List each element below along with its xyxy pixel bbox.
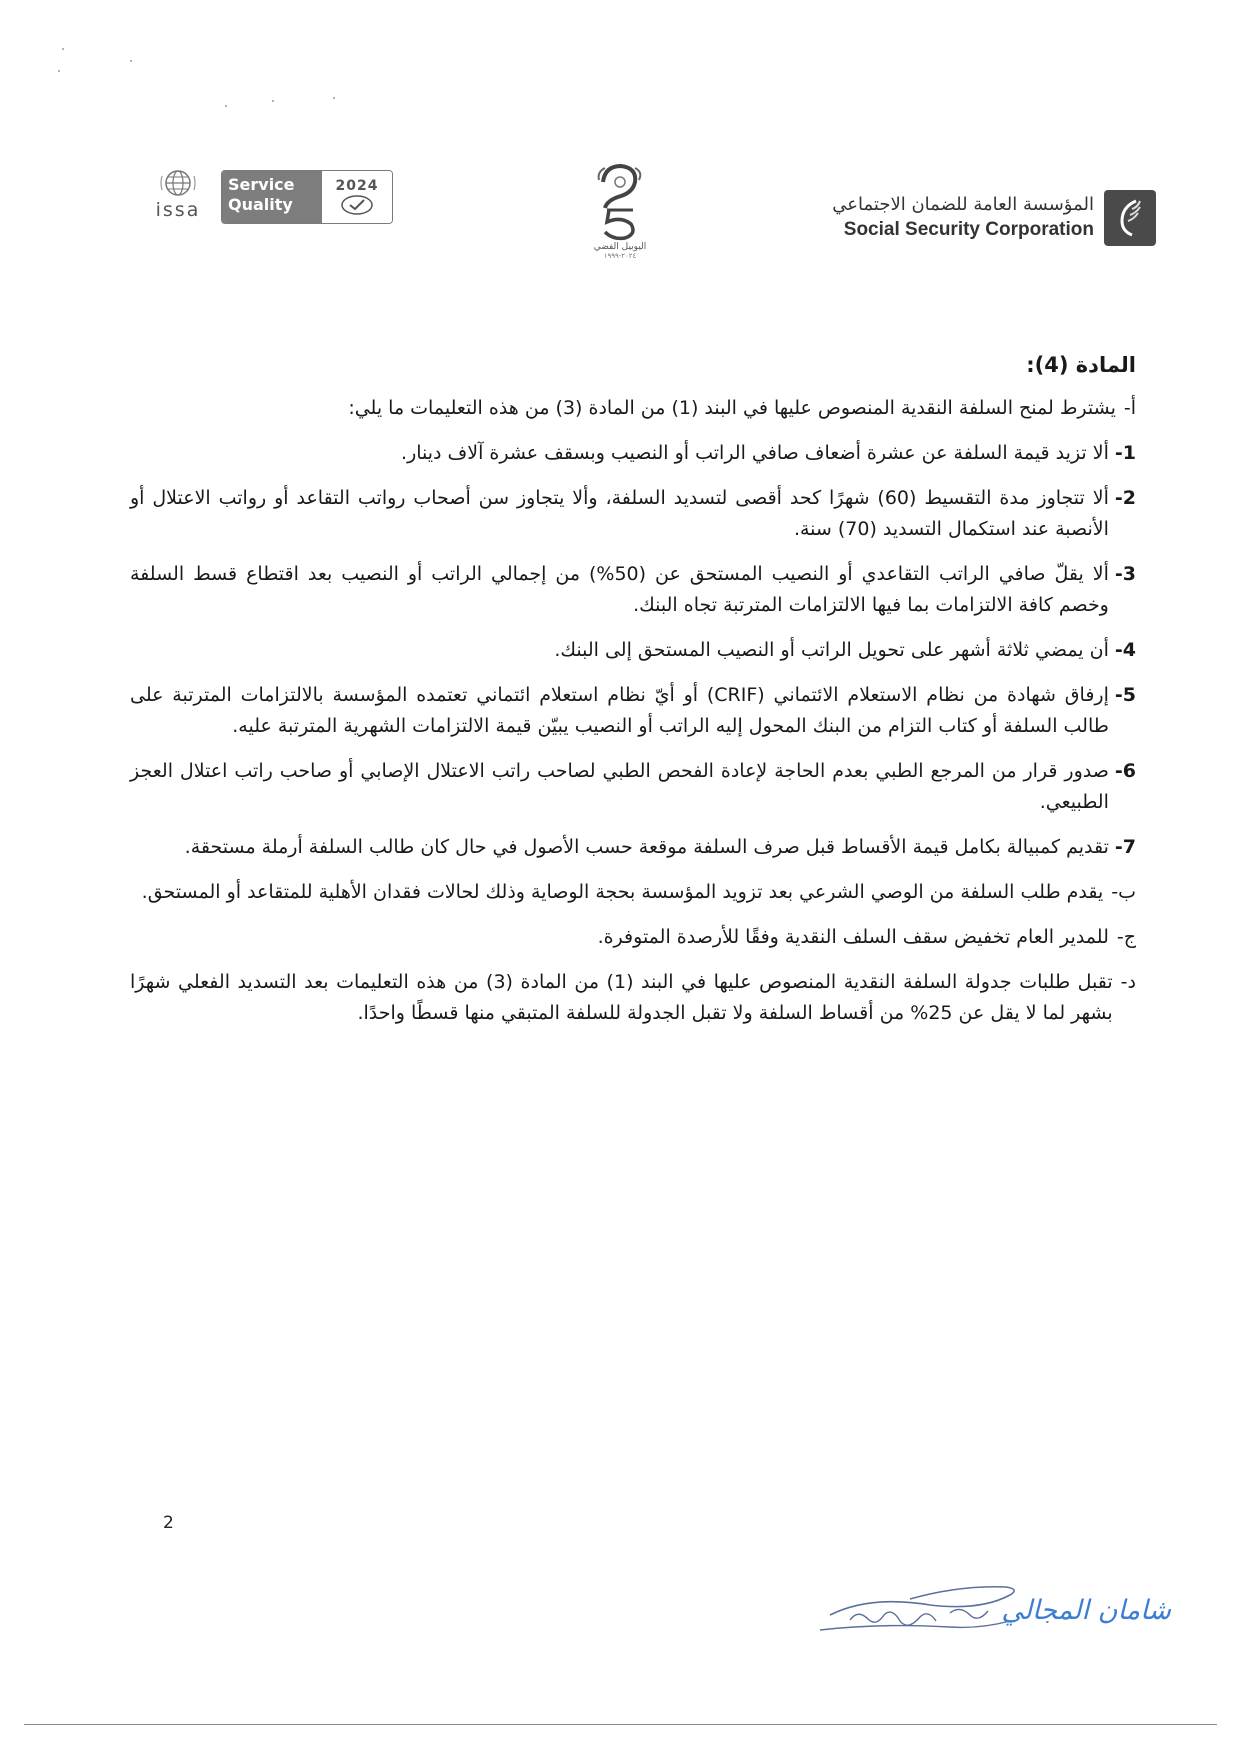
section-c-label: ج- xyxy=(1116,926,1136,948)
globe-icon xyxy=(158,168,198,198)
section-c xyxy=(130,922,1136,953)
scan-speck xyxy=(58,70,60,72)
scan-speck xyxy=(333,97,335,99)
section-b xyxy=(130,877,1136,908)
condition-number: 2- xyxy=(1114,487,1136,509)
condition-number: 7- xyxy=(1114,836,1136,858)
condition-item xyxy=(130,483,1136,545)
article-title: المادة (4): xyxy=(1026,353,1136,377)
section-c-text: للمدير العام تخفيض سقف السلف النقدية وفقًا للأرصدة المتوفرة. xyxy=(597,926,1109,948)
footer-divider xyxy=(24,1724,1217,1725)
section-b-label: ب- xyxy=(1111,881,1136,903)
section-d xyxy=(130,967,1136,1029)
anniversary-years: ٢٠٢٤-١٩٩٩ xyxy=(603,252,637,260)
condition-item xyxy=(130,559,1136,621)
scan-speck xyxy=(272,100,274,102)
service-quality-line1: Service xyxy=(228,175,295,194)
anniversary-caption: اليوبيل الفضي xyxy=(593,242,647,252)
condition-item xyxy=(130,832,1136,863)
handwritten-signature xyxy=(810,1575,1030,1655)
condition-number: 4- xyxy=(1114,639,1136,661)
condition-text: ألا يقلّ صافي الراتب التقاعدي أو النصيب المستحق عن (50%) من إجمالي الراتب أو النصيب بعد اقتطاع قسط السلفة وخصم كافة الالتزامات بما فيها الالتزامات المترتبة تجاه البنك. xyxy=(130,563,1109,616)
organization-english-name: Social Security Corporation xyxy=(843,219,1094,240)
section-a xyxy=(130,393,1136,424)
page-number: 2 xyxy=(163,1513,174,1533)
condition-text: إرفاق شهادة من نظام الاستعلام الائتماني (CRIF) أو أيّ نظام استعلام ائتماني تعتمده المؤسسة بالالتزامات المترتبة على طالب السلفة أو كتاب التزام من البنك المحول إليه الراتب أو النصيب يبيّن قيمة الالتزامات الشهرية المترتبة عليه. xyxy=(130,684,1109,737)
article-body xyxy=(130,350,1136,1043)
condition-text: ألا تزيد قيمة السلفة عن عشرة أضعاف صافي الراتب أو النصيب وبسقف عشرة آلاف دينار. xyxy=(401,442,1109,464)
condition-item xyxy=(130,756,1136,818)
condition-text: ألا تتجاوز مدة التقسيط (60) شهرًا كحد أقصى لتسديد السلفة، وألا يتجاوز سن أصحاب رواتب التقاعد أو رواتب الاعتلال أو الأنصبة عند استكمال التسديد (70) سنة. xyxy=(130,487,1109,540)
checkmark-icon xyxy=(340,194,374,216)
condition-item xyxy=(130,680,1136,742)
anniversary-emblem xyxy=(575,160,665,270)
condition-text: صدور قرار من المرجع الطبي بعدم الحاجة لإعادة الفحص الطبي لصاحب راتب الاعتلال الإصابي أو صاحب راتب اعتلال العجز الطبيعي. xyxy=(130,760,1109,813)
condition-number: 6- xyxy=(1114,760,1136,782)
signatory-name: شامان المجالي xyxy=(1001,1595,1171,1626)
organization-logo xyxy=(832,190,1156,246)
service-quality-line2: Quality xyxy=(228,195,293,214)
condition-text: أن يمضي ثلاثة أشهر على تحويل الراتب أو النصيب المستحق إلى البنك. xyxy=(554,639,1109,661)
issa-label: issa xyxy=(155,199,201,221)
section-a-label: أ- xyxy=(1123,397,1136,419)
section-d-label: د- xyxy=(1120,971,1136,993)
anniversary-25-icon xyxy=(585,160,655,242)
organization-arabic-name: المؤسسة العامة للضمان الاجتماعي xyxy=(832,194,1094,215)
condition-item xyxy=(130,438,1136,469)
section-a-text: يشترط لمنح السلفة النقدية المنصوص عليها في البند (1) من المادة (3) من هذه التعليمات ما يلي: xyxy=(348,397,1116,419)
condition-number: 1- xyxy=(1114,442,1136,464)
scan-speck xyxy=(225,105,227,107)
condition-number: 5- xyxy=(1114,684,1136,706)
condition-text: تقديم كمبيالة بكامل قيمة الأقساط قبل صرف السلفة موقعة حسب الأصول في حال كان طالب السلفة أرملة مستحقة. xyxy=(184,836,1109,858)
condition-number: 3- xyxy=(1114,563,1136,585)
condition-item xyxy=(130,635,1136,666)
scan-speck xyxy=(130,60,132,62)
issa-logo xyxy=(150,168,206,228)
section-b-text: يقدم طلب السلفة من الوصي الشرعي بعد تزويد المؤسسة بحجة الوصاية وذلك لحالات فقدان الأهلية للمتقاعد أو المستحق. xyxy=(141,881,1104,903)
section-d-text: تقبل طلبات جدولة السلفة النقدية المنصوص عليها في البند (1) من المادة (3) من هذه التعليمات بعد التسديد الفعلي شهرًا بشهر لما لا يقل عن 25% من أقساط السلفة ولا تقبل الجدولة للسلفة المتبقي منها قسطًا واحدًا. xyxy=(130,971,1113,1024)
service-quality-year: 2024 xyxy=(335,178,379,194)
service-quality-badge xyxy=(221,170,393,224)
scan-speck xyxy=(62,48,64,50)
wheat-emblem-icon xyxy=(1104,190,1156,246)
